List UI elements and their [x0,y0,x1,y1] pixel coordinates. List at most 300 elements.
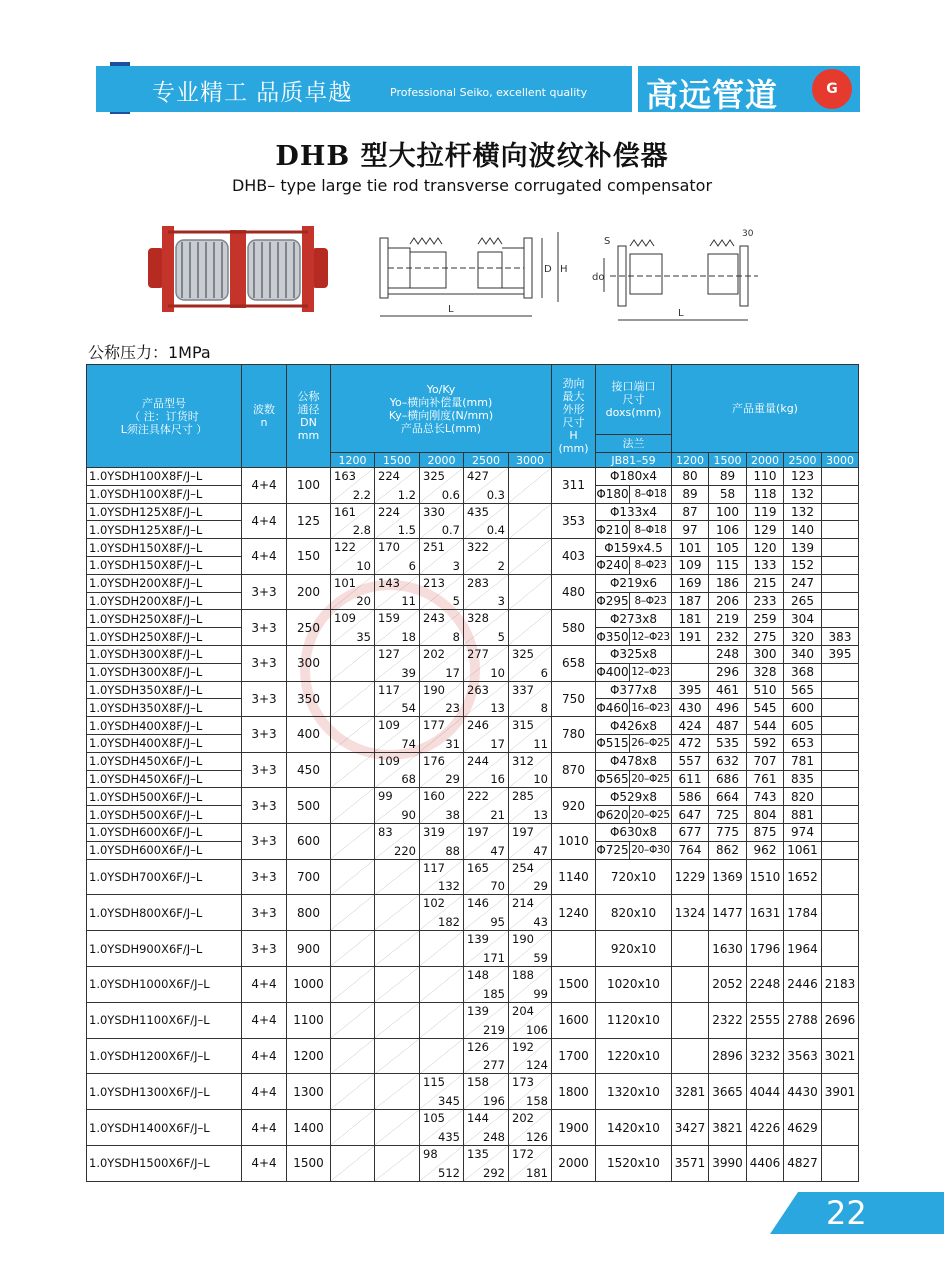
model-cell: 1.0YSDH450X6F/J–L [87,770,242,788]
table-row [87,681,859,699]
yo-ky-cell [464,895,509,931]
weight-cell: 383 [822,628,859,646]
ky-value: 38 [445,807,460,822]
dn-cell: 400 [287,717,331,753]
weight-cell: 4044 [747,1074,784,1110]
ky-value: 185 [483,986,505,1001]
waves-cell: 4+4 [242,503,287,539]
ky-value: 219 [483,1022,505,1037]
ky-value: 47 [490,843,505,858]
yo-ky-cell [420,895,464,931]
weight-cell [822,770,859,788]
weight-cell: 296 [709,663,747,681]
model-cell: 1.0YSDH100X8F/J–L [87,485,242,503]
yo-ky-cell [464,931,509,967]
yo-value: 197 [467,824,489,839]
yo-value: 244 [467,753,489,768]
weight-cell [672,663,709,681]
ky-value: 11 [533,736,548,751]
model-cell: 1.0YSDH400X8F/J–L [87,734,242,752]
port-cell: 920x10 [596,931,672,967]
port-cell: 820x10 [596,895,672,931]
weight-cell: 600 [784,699,822,717]
page-title: DHB 型大拉杆横向波纹补偿器 [275,141,669,172]
hmax-cell: 1500 [552,966,596,1002]
yo-value: 190 [423,682,445,697]
yo-ky-cell [464,468,509,504]
weight-cell: 4629 [784,1110,822,1146]
weight-cell: 974 [784,823,822,841]
yo-ky-cell [509,717,552,753]
table-row [87,859,859,895]
table-row [87,931,859,967]
weight-cell: 2052 [709,966,747,1002]
flange-od-cell: Φ515 [596,736,629,751]
header-waves: 波数 n [242,365,287,468]
weight-cell: 133 [747,556,784,574]
dn-cell: 700 [287,859,331,895]
yo-ky-cell [331,468,375,504]
yo-ky-cell [464,1002,509,1038]
model-cell: 1.0YSDH125X8F/J–L [87,503,242,521]
ky-value: 8 [540,701,548,716]
model-cell: 1.0YSDH700X6F/J–L [87,859,242,895]
empty-cell [331,1074,375,1110]
port-cell: Φ529x8 [596,788,672,806]
yo-ky-cell [420,503,464,539]
empty-cell [375,1002,420,1038]
ky-value: 10 [356,558,371,573]
weight-cell [822,895,859,931]
hmax-cell: 658 [552,645,596,681]
weight-cell: 496 [709,699,747,717]
yo-ky-cell [464,1038,509,1074]
yo-value: 165 [467,860,489,875]
dn-cell: 900 [287,931,331,967]
empty-cell [375,931,420,967]
table-row [87,539,859,557]
ky-value: 23 [445,701,460,716]
weight-cell: 653 [784,734,822,752]
header-w-2000: 2000 [747,453,784,468]
weight-cell: 1369 [709,859,747,895]
yo-ky-cell [375,574,420,610]
yo-ky-cell [375,681,420,717]
table-row [87,468,859,486]
model-cell: 1.0YSDH1400X6F/J–L [87,1110,242,1146]
yo-ky-cell [509,966,552,1002]
weight-cell: 3901 [822,1074,859,1110]
waves-cell: 3+3 [242,717,287,753]
model-cell: 1.0YSDH300X8F/J–L [87,645,242,663]
svg-text:D: D [544,264,552,275]
weight-cell: 1631 [747,895,784,931]
ky-value: 126 [526,1129,548,1144]
ky-value: 13 [533,807,548,822]
hmax-cell: 920 [552,788,596,824]
weight-cell: 835 [784,770,822,788]
yo-ky-cell [375,468,420,504]
table-row [87,788,859,806]
weight-cell: 3427 [672,1110,709,1146]
empty-cell [331,823,375,859]
weight-cell: 232 [709,628,747,646]
flange-od-cell: Φ400 [596,665,629,680]
waves-cell: 4+4 [242,1074,287,1110]
hmax-cell: 311 [552,468,596,504]
flange-od-cell: Φ240 [596,558,629,573]
weight-cell [822,841,859,859]
weight-cell [672,645,709,663]
waves-cell: 4+4 [242,1145,287,1181]
weight-cell: 139 [784,539,822,557]
weight-cell: 1964 [784,931,822,967]
weight-cell: 862 [709,841,747,859]
ky-value: 0.3 [486,487,505,502]
dn-cell: 1200 [287,1038,331,1074]
empty-cell [331,752,375,788]
weight-cell: 300 [747,645,784,663]
weight-cell [822,859,859,895]
dn-cell: 200 [287,574,331,610]
weight-cell: 535 [709,734,747,752]
yo-value: 202 [512,1111,534,1126]
port-cell: Φ219x6 [596,574,672,592]
weight-cell [822,485,859,503]
weight-cell: 206 [709,592,747,610]
hmax-cell: 1600 [552,1002,596,1038]
ky-value: 16 [490,772,505,787]
hmax-cell: 1240 [552,895,596,931]
header-weight: 产品重量(kg) [672,365,859,453]
port-cell: Φ273x8 [596,610,672,628]
yo-value: 158 [467,1075,489,1090]
weight-cell: 875 [747,823,784,841]
weight-cell: 110 [747,468,784,486]
yo-value: 172 [512,1146,534,1161]
table-row [87,752,859,770]
yo-ky-cell [509,859,552,895]
flange-holes-cell: 12–Φ23 [630,628,672,646]
waves-cell: 4+4 [242,1002,287,1038]
weight-cell: 510 [747,681,784,699]
dn-cell: 300 [287,645,331,681]
yo-value: 263 [467,682,489,697]
yo-value: 105 [423,1111,445,1126]
model-cell: 1.0YSDH900X6F/J–L [87,931,242,967]
header-w-2500: 2500 [784,453,822,468]
flange-od-cell: Φ620 [596,807,629,822]
empty-cell [420,931,464,967]
yo-value: 139 [467,932,489,947]
waves-cell: 3+3 [242,610,287,646]
empty-cell [331,859,375,895]
yo-value: 328 [467,611,489,626]
empty-cell [331,931,375,967]
weight-cell: 2248 [747,966,784,1002]
weight-cell [822,788,859,806]
yo-ky-cell [464,1110,509,1146]
weight-cell [822,1145,859,1181]
waves-cell: 4+4 [242,539,287,575]
yo-value: 224 [378,469,400,483]
weight-cell: 191 [672,628,709,646]
weight-cell: 97 [672,521,709,539]
weight-cell: 3665 [709,1074,747,1110]
yo-ky-cell [331,610,375,646]
yo-ky-cell [420,788,464,824]
yo-ky-cell [375,788,420,824]
empty-cell [375,1110,420,1146]
yo-value: 283 [467,575,489,590]
weight-cell: 565 [784,681,822,699]
dn-cell: 350 [287,681,331,717]
hmax-cell: 780 [552,717,596,753]
page-number: 22 [826,1194,867,1232]
model-cell: 1.0YSDH500X6F/J–L [87,806,242,824]
ky-value: 35 [356,629,371,644]
dn-cell: 250 [287,610,331,646]
yo-value: 101 [334,575,356,590]
weight-cell [822,734,859,752]
ky-value: 20 [356,594,371,609]
dimension-drawing-front [374,222,574,328]
yo-value: 177 [423,718,445,733]
weight-cell [822,752,859,770]
dn-cell: 1500 [287,1145,331,1181]
flange-holes-cell: 20–Φ25 [630,770,672,788]
weight-cell: 275 [747,628,784,646]
ky-value: 2.2 [352,487,371,502]
weight-cell: 89 [672,485,709,503]
weight-cell: 1796 [747,931,784,967]
ky-value: 0.4 [486,523,505,538]
port-cell: Φ325x8 [596,645,672,663]
flange-od-cell: Φ210 [596,522,629,537]
yo-value: 243 [423,611,445,626]
ky-value: 248 [483,1129,505,1144]
weight-cell: 775 [709,823,747,841]
weight-cell: 80 [672,468,709,486]
ky-value: 5 [452,594,460,609]
weight-cell: 647 [672,806,709,824]
yo-ky-cell [509,1038,552,1074]
yo-ky-cell [464,966,509,1002]
header-w-1200: 1200 [672,453,709,468]
weight-cell: 3821 [709,1110,747,1146]
hmax-cell: 580 [552,610,596,646]
flange-od-cell: Φ725 [596,843,629,858]
yo-value: 337 [512,682,534,697]
hmax-cell: 2000 [552,1145,596,1181]
table-row [87,574,859,592]
hmax-cell: 1700 [552,1038,596,1074]
waves-cell: 3+3 [242,859,287,895]
yo-ky-cell [464,574,509,610]
ky-value: 124 [526,1058,548,1073]
ky-value: 43 [533,915,548,930]
yo-ky-cell [509,895,552,931]
empty-cell [331,788,375,824]
empty-cell [509,610,552,646]
weight-cell: 1784 [784,895,822,931]
table-row [87,645,859,663]
model-cell: 1.0YSDH250X8F/J–L [87,628,242,646]
weight-cell: 100 [709,503,747,521]
weight-cell: 725 [709,806,747,824]
ky-value: 17 [445,665,460,680]
header-hmax: 劲向 最大 外形 尺寸 H (mm) [552,365,596,468]
weight-cell [672,931,709,967]
weight-cell: 129 [747,521,784,539]
empty-cell [331,717,375,753]
weight-cell: 152 [784,556,822,574]
empty-cell [375,1074,420,1110]
ky-value: 59 [533,950,548,965]
yo-value: 435 [467,504,489,519]
yo-value: 176 [423,753,445,768]
dn-cell: 150 [287,539,331,575]
weight-cell: 592 [747,734,784,752]
flange-od-cell: Φ350 [596,629,629,644]
weight-cell: 1061 [784,841,822,859]
weight-cell: 707 [747,752,784,770]
weight-cell [822,931,859,967]
yo-ky-cell [509,788,552,824]
weight-cell [822,717,859,735]
weight-cell: 2446 [784,966,822,1002]
flange-holes-cell: 26–Φ25 [630,734,672,752]
empty-cell [331,1145,375,1181]
port-cell: Φ159x4.5 [596,539,672,557]
dn-cell: 100 [287,468,331,504]
dn-cell: 1000 [287,966,331,1002]
empty-cell [331,895,375,931]
slogan-banner [96,66,632,112]
yo-value: 173 [512,1075,534,1090]
hmax-cell: 750 [552,681,596,717]
yo-ky-cell [420,645,464,681]
yo-value: 312 [512,753,534,768]
ky-value: 5 [497,629,505,644]
yo-ky-cell [464,717,509,753]
ky-value: 292 [483,1165,505,1180]
weight-cell: 686 [709,770,747,788]
weight-cell: 247 [784,574,822,592]
model-cell: 1.0YSDH200X8F/J–L [87,574,242,592]
port-cell: Φ426x8 [596,717,672,735]
company-logo-icon: G [812,69,852,109]
weight-cell: 3563 [784,1038,822,1074]
port-cell: Φ478x8 [596,752,672,770]
weight-cell [822,663,859,681]
empty-cell [420,1002,464,1038]
weight-cell: 187 [672,592,709,610]
yo-value: 148 [467,967,489,982]
dn-cell: 125 [287,503,331,539]
port-cell: 1520x10 [596,1145,672,1181]
svg-text:S: S [604,236,611,247]
model-cell: 1.0YSDH1200X6F/J–L [87,1038,242,1074]
yo-ky-cell [375,752,420,788]
yo-value: 285 [512,789,534,804]
model-cell: 1.0YSDH150X8F/J–L [87,556,242,574]
ky-value: 31 [445,736,460,751]
ky-value: 345 [438,1094,460,1109]
weight-cell: 4406 [747,1145,784,1181]
yo-value: 122 [334,540,356,555]
empty-cell [331,1110,375,1146]
yo-value: 109 [334,611,356,626]
empty-cell [375,895,420,931]
yo-ky-cell [375,539,420,575]
yo-value: 190 [512,932,534,947]
ky-value: 196 [483,1094,505,1109]
yo-ky-cell [420,717,464,753]
model-cell: 1.0YSDH400X8F/J–L [87,717,242,735]
empty-cell [331,1002,375,1038]
ky-value: 277 [483,1058,505,1073]
weight-cell: 123 [784,468,822,486]
yo-value: 109 [378,718,400,733]
flange-holes-cell: 8–Φ18 [630,521,672,539]
empty-cell [375,1145,420,1181]
yo-ky-cell [464,1145,509,1181]
yo-ky-cell [331,503,375,539]
dn-cell: 1100 [287,1002,331,1038]
dn-cell: 800 [287,895,331,931]
ky-value: 54 [401,701,416,716]
header-l-2500: 2500 [464,453,509,468]
yo-value: 161 [334,504,356,519]
yo-ky-cell [375,823,420,859]
header-model: 产品型号 （ 注：订货时 L须注具体尺寸 ） [87,365,242,468]
empty-cell [420,1038,464,1074]
hmax-cell: 353 [552,503,596,539]
yo-value: 254 [512,860,534,875]
ky-value: 29 [445,772,460,787]
ky-value: 106 [526,1022,548,1037]
ky-value: 0.6 [441,487,460,502]
yo-value: 139 [467,1003,489,1018]
model-cell: 1.0YSDH1300X6F/J–L [87,1074,242,1110]
empty-cell [375,859,420,895]
ky-value: 435 [438,1129,460,1144]
yo-ky-cell [420,610,464,646]
yo-ky-cell [464,1074,509,1110]
model-cell: 1.0YSDH800X6F/J–L [87,895,242,931]
weight-cell: 215 [747,574,784,592]
model-cell: 1.0YSDH600X6F/J–L [87,841,242,859]
model-cell: 1.0YSDH200X8F/J–L [87,592,242,610]
hmax-cell: 480 [552,574,596,610]
ky-value: 70 [490,879,505,894]
yo-value: 170 [378,540,400,555]
yo-ky-cell [420,681,464,717]
ky-value: 3 [452,558,460,573]
weight-cell: 3232 [747,1038,784,1074]
flange-holes-cell: 20–Φ25 [630,806,672,824]
yo-ky-cell [464,752,509,788]
empty-cell [375,1038,420,1074]
weight-cell: 1510 [747,859,784,895]
yo-ky-cell [464,645,509,681]
weight-cell: 461 [709,681,747,699]
port-cell: Φ630x8 [596,823,672,841]
dn-cell: 450 [287,752,331,788]
yo-value: 117 [423,860,445,875]
header-l-1500: 1500 [375,453,420,468]
